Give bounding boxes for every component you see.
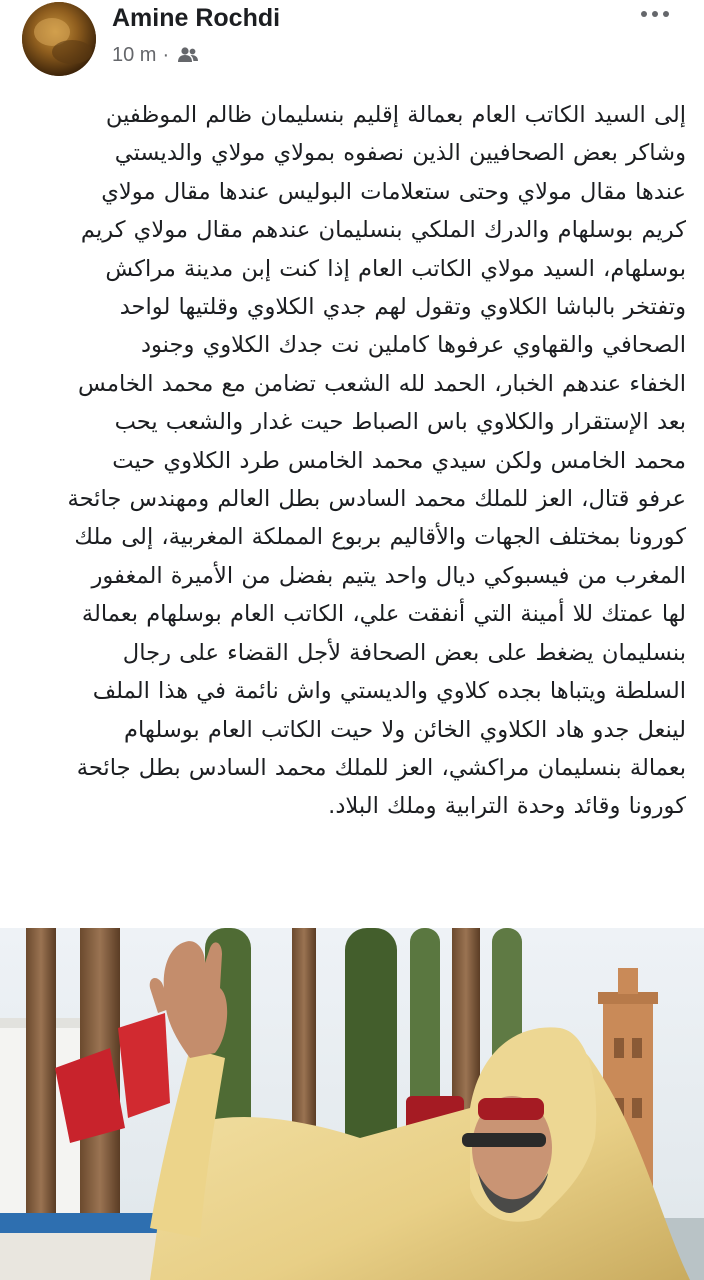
- more-options-icon: [640, 10, 670, 18]
- post-text-line: بنسليمان يضغط على بعض الصحافة لأجل القضاء على رجال: [122, 639, 686, 666]
- meta-separator: ·: [162, 43, 170, 66]
- post-text-line: الصحافي والقهاوي عرفوها كاملين نت جدك الكلاوي وجنود: [140, 332, 686, 359]
- author-name[interactable]: Amine Rochdi: [112, 4, 281, 32]
- post-text-line: كورونا وقائد وحدة الترابية وملك البلاد.: [328, 793, 686, 820]
- author-avatar[interactable]: [22, 2, 96, 76]
- post-text-line: محمد الخامس ولكن سيدي محمد الخامس طرد الكلاوي حيت: [112, 447, 686, 474]
- post-text-line: إلى السيد الكاتب العام بعمالة إقليم بنسليمان ظالم الموظفين: [105, 102, 686, 128]
- friends-icon[interactable]: [177, 46, 199, 64]
- post-text-line: بوسلهام، السيد مولاي الكاتب العام إذا كنت إبن مدينة مراكش: [105, 255, 686, 282]
- post-text-line: كريم بوسلهام والدرك الملكي بنسليمان عندهم مقال مولاي كريم: [80, 217, 686, 244]
- post-text-line: عندها مقال مولاي وحتى ستعلامات البوليس عندها مقال مولاي: [101, 178, 686, 205]
- post-text-line: المغرب من فيسبوكي ديال واحد يتيم بفضل من الأميرة المغفور: [91, 562, 686, 589]
- post-text-line: بعد الإستقرار والكلاوي باس الصباط حيت غدار والشعب يحب: [114, 409, 686, 436]
- post-text-line: الخفاء عندهم الخبار، الحمد لله الشعب تضامن مع محمد الخامس: [78, 370, 686, 397]
- post-text-line: لها عمتك للا أمينة التي أنفقت علي، الكاتب العام بوسلهام بعمالة: [81, 601, 686, 628]
- post-header: [0, 0, 704, 90]
- post-photo[interactable]: [0, 928, 704, 1280]
- post-text-line: بعمالة بنسليمان مراكشي، العز للملك محمد السادس بطل جائحة: [76, 754, 686, 781]
- post-timestamp[interactable]: 10 m: [112, 43, 157, 66]
- more-options-button[interactable]: [640, 4, 670, 24]
- post-text-line: وتفتخر بالباشا الكلاوي وتقول لهم جدي الكلاوي وقلتيها لواحد: [119, 294, 686, 321]
- post-text-line: لينعل جدو هاد الكلاوي الخائن ولا حيت الكاتب العام بوسلهام: [124, 716, 686, 743]
- post-text: [20, 96, 686, 826]
- post-text-line: عرفو قتال، العز للملك محمد السادس بطل العالم ومهندس جائحة: [67, 486, 686, 513]
- post-text-line: وشاكر بعض الصحافيين الذين نصفوه بمولاي مولاي والديستي: [114, 140, 686, 167]
- avatar-image: [22, 2, 96, 76]
- photo-scene: [0, 928, 704, 1280]
- post-text-line: كورونا بمختلف الجهات والأقاليم بربوع المملكة المغربية، إلى ملك: [74, 524, 686, 551]
- post-meta: [112, 42, 199, 68]
- post-text-line: السلطة ويتباها بجده كلاوي والديستي واش نائمة في هذا الملف: [92, 678, 686, 705]
